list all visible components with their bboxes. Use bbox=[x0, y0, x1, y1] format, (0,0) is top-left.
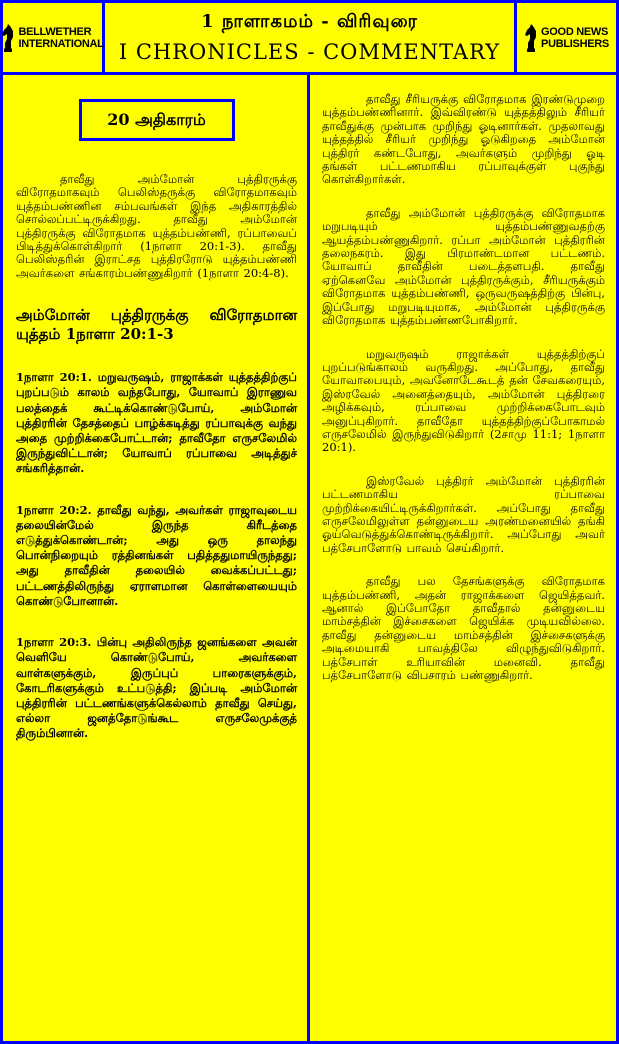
commentary-paragraph: தாவீது அம்மோன் புத்திரருக்கு விரோதமாக மறுபடியும் யுத்தம்பண்ணுவதற்கு ஆயத்தம்பண்ணுகிறார். ரப்பா அம்மோன் புத்திரரின் தலைநகரம். இது பிரமாண்டமான பட்டணம். யோவாப் தாவீதின் படைத்தளபதி. தாவீது ஏற்கெனவே அம்மோன் புத்திரருக்கும், சீரியருக்கும் விரோதமாக யுத்தம்பண்ணி, ஒருவருஷத்திற்கு பின்பு, இப்போது மறுபடியுமாக, அம்மோன் புத்திரருக்கு விரோதமாக யுத்தம்பண்ணபோகிறார். bbox=[322, 205, 605, 328]
commentary-paragraph: இஸ்ரவேல் புத்திரர் அம்மோன் புத்திரரின் பட்டணமாகிய ரப்பாவை முற்றிக்கையிட்டிருக்கிறார்கள். அப்போது தாவீது எருசலேமிலுள்ள தன்னுடைய அரண்மனையில் தங்கி ஓய்வெடுத்துக்கொண்டிருக்கிறார். அப்போது அவர் பத்சேபாளோடு பாவம் செய்கிறார். bbox=[322, 473, 605, 555]
intro-paragraph: தாவீது அம்மோன் புத்திரருக்கு விரோதமாகவும் பெலிஸ்தருக்கு விரோதமாகவும் யுத்தம்பண்ணின சம்பவங்கள் இந்த அதிகாரத்தில் சொல்லப்பட்டிருக்கிறது. தாவீது அம்மோன் புத்திரருக்கு விரோதமாக யுத்தம்பண்ணி, ரப்பாவைப் பிடித்துக்கொள்கிறார் (1நாளா 20:1-3). தாவீது பெலிஸ்தரின் இராட்சத புத்திரரோடு யுத்தம்பண்ணி அவர்களை சங்காரம்பண்ணுகிறார் (1நாளா 20:4-8). bbox=[16, 172, 297, 280]
chess-knight-icon bbox=[524, 23, 538, 53]
left-column bbox=[3, 75, 307, 742]
commentary-paragraph: தாவீது பல தேசங்களுக்கு விரோதமாக யுத்தம்பண்ணி, அதன் ராஜாக்களை ஜெயித்தவர். ஆனால் இப்போதோ தாவீதால் தன்னுடைய மாம்சத்தின் இச்சைகளை ஜெயிக்க முடியவில்லை. தாவீது தன்னுடைய மாம்சத்தின் இச்சைகளுக்கு அடிமையாகி பாவத்திலே விழுந்துவிடுகிறார். பத்சேபாள் உரியாவின் மனைவி. தாவீது பத்சேபாளோடு விபசாரம் பண்ணுகிறார். bbox=[322, 574, 605, 683]
right-column bbox=[310, 75, 616, 702]
commentary-paragraph: தாவீது சீரியருக்கு விரோதமாக இரண்டுமுறை யுத்தம்பண்ணினார். இவ்விரண்டு யுத்தத்திலும் சீரியர் தாவீதுக்கு முன்பாக முறிந்து ஓடினார்கள். முதலாவது யுத்தத்தில் சீரியர் முறிந்து ஓடுகிறதை அம்மோன் புத்திரர் கண்டபோது, அவர்களும் முறிந்து ஓடி தங்கள் பட்டணமாகிய ரப்பாவுக்குள் புகுந்து கொள்கிறார்கள். bbox=[322, 92, 605, 187]
bellwether-logo bbox=[3, 3, 105, 72]
section-heading: அம்மோன் புத்திரருக்கு விரோதமான யுத்தம் 1நாளா 20:1-3 bbox=[16, 306, 297, 344]
chess-knight-icon bbox=[1, 23, 15, 53]
verse-3: 1நாளா 20:3. பின்பு அதிலிருந்த ஜனங்களை அவன் வெளியே கொண்டுபோய், அவர்களை வாள்களுக்கும், இருப்புப் பாரைகளுக்கும், கோடரிகளுக்கும் உட்படுத்தி; இப்படி அம்மோன் புத்திரரின் பட்டணங்களுக்கெல்லாம் தாவீது செய்து, எல்லா ஜனத்தோடுங்கூட எருசலேமுக்குத் திரும்பினான். bbox=[16, 635, 297, 741]
verse-1: 1நாளா 20:1. மறுவருஷம், ராஜாக்கள் யுத்தத்திற்குப் புறப்படும் காலம் வந்தபோது, யோவாப் இராணுவ பலத்தைக் கூட்டிக்கொண்டுபோய், அம்மோன் புத்திரரின் தேசத்தைப் பாழ்க்கடித்து ரப்பாவுக்கு வந்து அதை முற்றிக்கைபோட்டான்; தாவீதோ எருசலேமில் இருந்துவிட்டான்; யோவாப் ரப்பாவை அடித்துச் சங்கரித்தான். bbox=[16, 370, 297, 476]
commentary-paragraph: மறுவருஷம் ராஜாக்கள் யுத்தத்திற்குப் புறப்படுங்காலம் வருகிறது. அப்போது, தாவீது யோவாபையும், அவனோடேகூடத் தன் சேவகரையும், இஸ்ரவேல் அனைத்தையும், அம்மோன் புத்திரரை அழிக்கவும், ரப்பாவை முற்றிக்கைபோடவும் அனுப்புகிறார். தாவீதோ யுத்தத்திற்குப்போகாமல் எருசலேமில் இருந்துவிடுகிறார் (2சாமு 11:1; 1நாளா 20:1). bbox=[322, 346, 605, 455]
header bbox=[3, 3, 616, 75]
good-news-logo bbox=[514, 3, 616, 72]
title-tamil: 1 நாளாகமம் - விரிவுரை bbox=[201, 11, 418, 32]
verse-2: 1நாளா 20:2. தாவீது வந்து, அவர்கள் ராஜாவுடைய தலையின்மேல் இருந்த கிரீடத்தை எடுத்துக்கொண்டான்; அது ஒரு தாலந்து பொன்நிறையும் ரத்தினங்கள் பதித்ததுமாயிருந்தது; அது தாவீதின் தலையில் வைக்கப்பட்டது; பட்டணத்திலிருந்து ஏராளமான கொள்ளையையும் கொண்டுபோனான். bbox=[16, 502, 297, 608]
right-logo-line2: PUBLISHERS bbox=[541, 37, 609, 50]
left-logo-line1: BELLWETHER bbox=[18, 25, 92, 38]
title-english: I CHRONICLES - COMMENTARY bbox=[118, 40, 501, 64]
right-logo-line1: GOOD NEWS bbox=[541, 25, 609, 38]
left-logo-line2: INTERNATIONAL bbox=[18, 37, 104, 50]
chapter-title: 20 அதிகாரம் bbox=[79, 99, 235, 141]
title-area bbox=[105, 3, 514, 72]
